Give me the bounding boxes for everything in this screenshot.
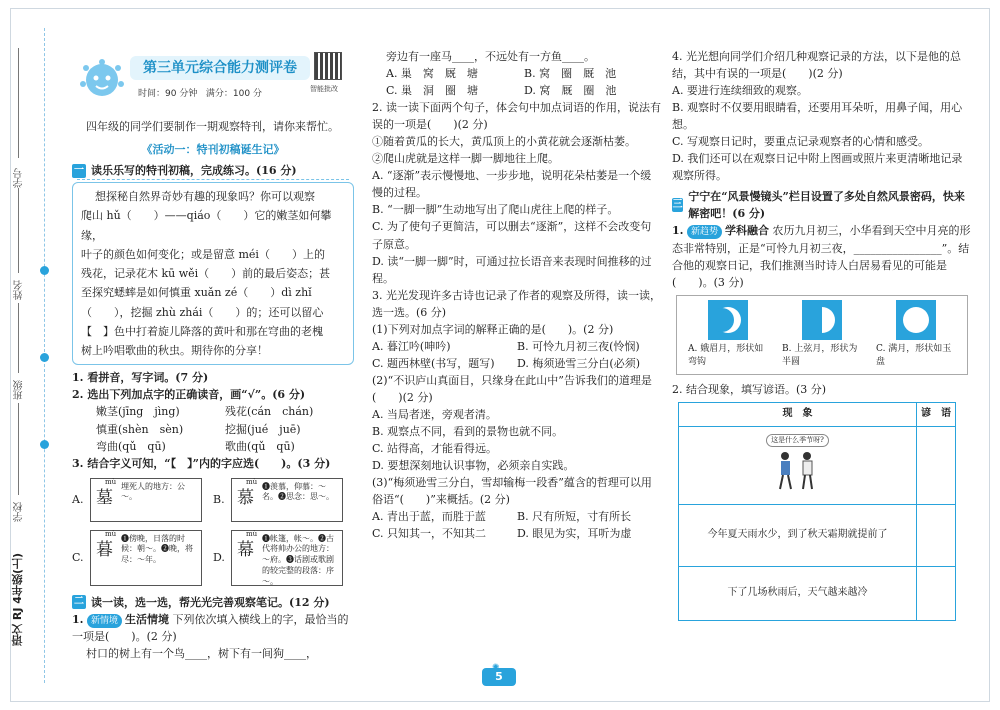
moon-option-b[interactable]: B. 上弦月，形状为半圆	[782, 300, 862, 370]
proverb-answer-cell[interactable]	[916, 426, 955, 504]
people-talking-icon	[767, 449, 827, 493]
page-title: 第三单元综合能力测评卷	[130, 56, 310, 80]
options-row[interactable]: C. 只知其一，不知其二 D. 眼见为实，耳听为虚	[372, 527, 632, 541]
passage-line: （ ），挖掘 zhù zhái（ ）的；还可以留心	[81, 305, 324, 319]
dict-card: mù 墓 埋死人的地方：公～。	[90, 478, 202, 522]
section-three-question-1: 1. 新趋势 学科融合 农历九月初三，小华看到天空中月亮的形态非常特别，正是“可怜九月初三夜，________________”。结合他的观察日记，我们推测当时诗人白居易看见的可能是( )。(3 分)	[672, 224, 971, 289]
proverb-answer-cell[interactable]	[916, 566, 955, 620]
dict-card: mù 慕 ❶羡慕，仰慕：～名。❷思念：思～。	[231, 478, 343, 522]
table-row	[679, 566, 956, 620]
question-2: 2. 读一读下面两个句子，体会句中加点词语的作用，说法有误的一项是( )(2 分)	[372, 101, 661, 132]
options-row[interactable]: C. 题西林壁(书写，题写) D. 梅须逊雪三分白(必须)	[372, 356, 641, 370]
time-limit: 时间：90 分钟	[138, 89, 198, 99]
sub-question-3: (3)“梅须逊雪三分白，雪却输梅一段香”蕴含的哲理可以用俗语“( )”来概括。(2 分)	[372, 476, 652, 507]
phenomenon-cell	[679, 426, 917, 504]
column-header-proverb: 谚 语	[916, 402, 955, 426]
binding-hole	[40, 266, 49, 275]
moon-options	[676, 295, 968, 375]
full-moon-icon	[896, 300, 936, 340]
sentence-2: ②爬山虎就是这样一脚一脚地往上爬。	[372, 152, 559, 166]
question-2: 2. 选出下列加点字的正确读音，画“√”。(6 分)	[72, 388, 306, 402]
full-score: 满分：100 分	[205, 89, 262, 99]
option-d[interactable]: D. 读“一脚一脚”时，可通过拉长语音来表现时间推移的过程。	[372, 254, 652, 285]
binding-hole	[40, 440, 49, 449]
passage-line: 残花，记录花木 kū wěi（ ）前的最后姿态；甚	[81, 267, 331, 281]
option-c[interactable]: C. 站得高，才能看得远。	[372, 442, 498, 456]
proverb-answer-cell[interactable]	[916, 504, 955, 566]
passage-line: 至探究蟋蟀是如何慎重 xuǎn zé（ ）dì zhǐ	[81, 286, 312, 300]
section-two-question-1: 1. 新情境 生活情境 下列依次填入横线上的字，最恰当的一项是( )。(2 分)	[72, 612, 349, 643]
fill-in-line: 村口的树上有一个鸟____，树下有一间狗____，	[86, 646, 317, 660]
option-b[interactable]: B. 观察点不同，看到的景物也就不同。	[372, 425, 564, 439]
test-header	[78, 52, 346, 110]
column-left	[72, 118, 354, 662]
draft-passage	[72, 182, 354, 365]
qr-label: 智能批改	[310, 85, 338, 93]
table-row	[679, 426, 956, 504]
reading-row: 弯曲(qǔ qū) 歌曲(qǔ qū)	[96, 439, 295, 453]
new-trend-badge: 新趋势	[687, 225, 722, 239]
option-b[interactable]: B. “一脚一脚”生动地写出了爬山虎往上爬的样子。	[372, 203, 619, 217]
option-b[interactable]: B. mù 慕 ❶羡慕，仰慕：～名。❷思念：思～。	[213, 474, 354, 526]
option-d[interactable]: D. 要想深刻地认识事物，必须亲自实践。	[372, 459, 575, 473]
subject-label: 语文 RJ 4年级(上)	[11, 553, 24, 646]
sentence-1: ①随着黄瓜的长大，黄瓜顶上的小黄花就会逐渐枯萎。	[372, 135, 636, 149]
qr-code-icon[interactable]	[314, 52, 342, 80]
section-three-title: 三 宁宁在“风景慢镜头”栏目设置了多处自然风景密码，快来解密吧！(6 分)	[672, 190, 965, 221]
fill-in-line: 旁边有一座马____，不远处有一方鱼____。	[386, 50, 595, 63]
options-row[interactable]: A. 暮江吟(呻吟) B. 可怜九月初三夜(怜悯)	[372, 339, 640, 353]
passage-line: 爬山 hǔ（ ）——qiáo（ ）它的嫩茎如何攀缘，	[81, 209, 332, 242]
options-row[interactable]: A. 巢 窝 厩 塘 B. 窝 圈 厩 池	[386, 67, 617, 81]
option-c[interactable]: C. 写观察日记时，要重点记录观察者的心情和感受。	[672, 135, 930, 149]
trend-label: 学科融合	[725, 224, 769, 238]
option-a[interactable]: A. 当局者迷，旁观者清。	[372, 407, 497, 421]
column-right	[672, 48, 972, 621]
mascot-icon	[78, 54, 126, 102]
options-row[interactable]: A. 青出于蓝，而胜于蓝 B. 尺有所短，寸有所长	[372, 510, 632, 524]
label-class: 班级	[14, 380, 25, 400]
sub-question-1: (1)下列对加点字词的解释正确的是( )。(2 分)	[372, 322, 614, 336]
reading-row: 嫩茎(jīng jìng) 残花(cán chán)	[96, 405, 314, 419]
binding-strip	[10, 8, 58, 702]
phenomenon-cell: 今年夏天雨水少，到了秋天霜期就提前了	[679, 504, 917, 566]
option-a[interactable]: A. “逐渐”表示慢慢地、一步步地，说明花朵枯萎是一个缓慢的过程。	[372, 169, 652, 200]
section-number: 三	[672, 199, 683, 211]
table-row	[679, 504, 956, 566]
section-one-title: 一 读乐乐写的特刊初稿，完成练习。(16 分)	[74, 164, 297, 178]
crescent-moon-icon	[708, 300, 748, 340]
sub-question-2: (2)“不识庐山真面目，只缘身在此山中”告诉我们的道理是( )(2 分)	[372, 373, 652, 404]
proverb-table	[678, 402, 956, 621]
dict-card: mù 暮 ❶傍晚，日落的时候：朝～。❷晚，将尽：～年。	[90, 530, 202, 586]
dictionary-options	[72, 474, 354, 590]
fill-line	[18, 48, 19, 158]
question-1: 1. 看拼音，写字词。(7 分)	[72, 371, 209, 385]
label-school: 学校	[14, 502, 25, 522]
question-4: 4. 光光想向同学们介绍几种观察记录的方法，以下是他的总结，其中有误的一项是( )(2 分)	[672, 50, 961, 81]
fill-line	[18, 188, 19, 273]
passage-line: 想探秘自然界奇妙有趣的现象吗？你可以观察	[95, 190, 315, 204]
option-c[interactable]: C. mù 暮 ❶傍晚，日落的时候：朝～。❷晚，将尽：～年。	[72, 526, 213, 590]
passage-line: 叶子的颜色如何变化；或是留意 méi（ ）上的	[81, 247, 325, 261]
passage-line: 树上吟唱歌曲的秋虫。期待你的分享！	[81, 344, 268, 358]
phenomenon-cell: 下了几场秋雨后，天气越来越冷	[679, 566, 917, 620]
passage-line: 【 】色中打着旋儿降落的黄叶和那在穹曲的老槐	[81, 324, 323, 338]
option-b[interactable]: B. 观察时不仅要用眼睛看，还要用耳朵听，用鼻子闻，用心想。	[672, 101, 963, 132]
moon-option-a[interactable]: A. 娥眉月，形状如弯钩	[688, 300, 768, 370]
question-3: 3. 结合字义可知，“【 】”内的字应选( )。(3 分)	[72, 456, 331, 470]
option-d[interactable]: D. mù 幕 ❶帐篷，帐～。❷古代将帅办公的地方：～府。❸话剧或歌剧的较完整的段落：序～。	[213, 526, 354, 590]
sun-icon: ✺	[492, 663, 500, 673]
option-a[interactable]: A. mù 墓 埋死人的地方：公～。	[72, 474, 213, 526]
section-three-question-2: 2. 结合现象，填写谚语。(3 分)	[672, 382, 827, 396]
speech-bubble: 这是什么季节呀?	[766, 434, 829, 447]
options-row[interactable]: C. 巢 洞 圈 塘 D. 窝 厩 圈 池	[386, 84, 617, 98]
half-moon-icon	[802, 300, 842, 340]
label-student-no: 学号	[14, 168, 25, 188]
option-a[interactable]: A. 要进行连续细致的观察。	[672, 84, 808, 98]
column-header-phenomenon: 现 象	[679, 402, 917, 426]
fill-line	[18, 303, 19, 373]
section-two-title: 二 读一读，选一选，帮光光完善观察笔记。(12 分)	[74, 595, 330, 609]
page-number: ✺ 5	[482, 668, 516, 686]
option-d[interactable]: D. 我们还可以在观察日记中附上图画或照片来更清晰地记录观察所得。	[672, 152, 963, 183]
binding-hole	[40, 353, 49, 362]
dict-card: mù 幕 ❶帐篷，帐～。❷古代将帅办公的地方：～府。❸话剧或歌剧的较完整的段落：序～。	[231, 530, 343, 586]
activity-title: 《活动一：特刊初稿诞生记》	[141, 143, 285, 157]
section-number: 二	[74, 596, 84, 608]
fill-line	[18, 403, 19, 495]
option-c[interactable]: C. 为了使句子更简洁，可以删去“逐渐”，这样不会改变句子原意。	[372, 220, 652, 251]
question-3: 3. 光光发现许多古诗也记录了作者的观察及所得，读一读，选一选。(6 分)	[372, 288, 661, 319]
column-middle	[372, 48, 662, 542]
intro-text: 四年级的同学们要制作一期观察特刊，请你来帮忙。	[86, 120, 339, 133]
context-label: 生活情境	[125, 612, 169, 626]
test-meta	[138, 86, 262, 99]
new-context-badge: 新情境	[87, 614, 122, 628]
section-number: 一	[74, 164, 84, 176]
label-name: 姓名	[14, 280, 25, 300]
moon-option-c[interactable]: C. 满月，形状如玉盘	[876, 300, 956, 370]
reading-row: 慎重(shèn sèn) 挖掘(jué juē)	[96, 422, 301, 436]
